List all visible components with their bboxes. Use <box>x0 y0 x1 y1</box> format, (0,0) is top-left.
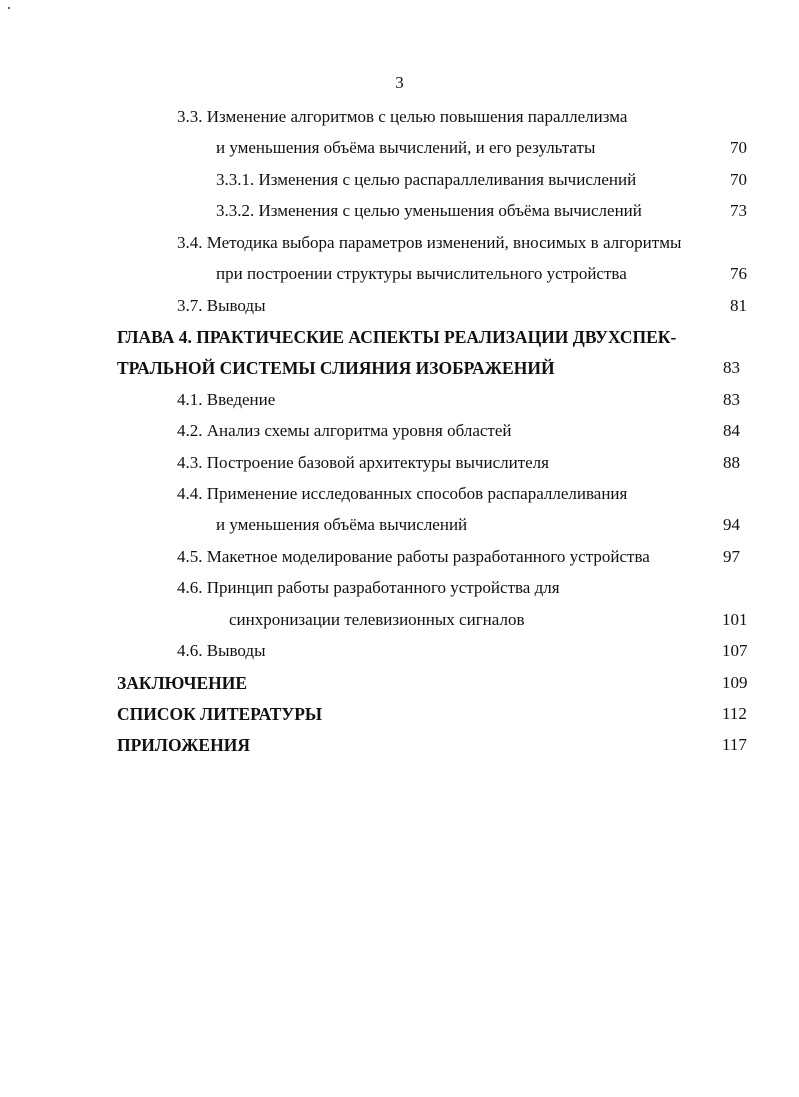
toc-page-number: 101 <box>722 610 748 629</box>
toc-page-number: 70 <box>730 170 747 189</box>
toc-page-number: 83 <box>723 390 740 409</box>
toc-references <box>0 700 799 728</box>
toc-page-number: 76 <box>730 264 747 283</box>
toc-entry-3-7 <box>0 292 799 320</box>
toc-entry-title: 4.2. Анализ схемы алгоритма уровня областей <box>177 421 512 440</box>
toc-page-number: 109 <box>722 673 748 692</box>
toc-entry-title: 3.4. Методика выбора параметров изменений, вносимых в алгоритмы <box>177 233 682 252</box>
toc-page-number: 73 <box>730 201 747 220</box>
toc-chapter-title: ЗАКЛЮЧЕНИЕ <box>117 673 248 693</box>
toc-entry-title: и уменьшения объёма вычислений, и его результаты <box>216 138 596 157</box>
toc-entry-3-3-line2 <box>0 134 799 162</box>
toc-page-number: 88 <box>723 453 740 472</box>
toc-page-number: 84 <box>723 421 740 440</box>
toc-chapter-title: ТРАЛЬНОЙ СИСТЕМЫ СЛИЯНИЯ ИЗОБРАЖЕНИЙ <box>117 358 555 378</box>
toc-page-number: 97 <box>723 547 740 566</box>
toc-entry-4-1 <box>0 386 799 414</box>
toc-entry-title: синхронизации телевизионных сигналов <box>229 610 525 629</box>
toc-entry-title: 4.6. Принцип работы разработанного устройства для <box>177 578 560 597</box>
toc-entry-title: 4.5. Макетное моделирование работы разработанного устройства <box>177 547 650 566</box>
toc-page-number: 112 <box>722 704 747 723</box>
toc-page-number: 94 <box>723 515 740 534</box>
toc-entry-3-4-line2 <box>0 260 799 288</box>
toc-conclusion <box>0 669 799 697</box>
toc-chapter-title: ГЛАВА 4. ПРАКТИЧЕСКИЕ АСПЕКТЫ РЕАЛИЗАЦИИ ДВУХСПЕК- <box>117 327 677 347</box>
toc-entry-3-3-line1 <box>0 103 799 131</box>
toc-entry-4-3 <box>0 449 799 477</box>
toc-page-number: 81 <box>730 296 747 315</box>
toc-entry-3-3-2 <box>0 197 799 225</box>
toc-entry-title: 3.3. Изменение алгоритмов с целью повышения параллелизма <box>177 107 628 126</box>
toc-page-number: 117 <box>722 735 747 754</box>
toc-entry-title: 3.3.2. Изменения с целью уменьшения объёма вычислений <box>216 201 642 220</box>
toc-entry-3-3-1 <box>0 166 799 194</box>
toc-entry-title: и уменьшения объёма вычислений <box>216 515 468 534</box>
toc-entry-4-2 <box>0 417 799 445</box>
toc-entry-title: 4.3. Построение базовой архитектуры вычислителя <box>177 453 549 472</box>
toc-entry-title: 4.4. Применение исследованных способов распараллеливания <box>177 484 628 503</box>
toc-chapter-4-line2 <box>0 354 799 382</box>
toc-chapter-title: ПРИЛОЖЕНИЯ <box>117 735 250 755</box>
toc-chapter-4-line1 <box>0 323 799 351</box>
toc-appendices <box>0 731 799 759</box>
toc-entry-title: 3.3.1. Изменения с целью распараллеливания вычислений <box>216 170 637 189</box>
toc-chapter-title: СПИСОК ЛИТЕРАТУРЫ <box>117 704 323 724</box>
toc-entry-4-6-line1 <box>0 574 799 602</box>
toc-entry-title: при построении структуры вычислительного устройства <box>216 264 627 283</box>
toc-entry-title: 4.1. Введение <box>177 390 276 409</box>
toc-entry-4-5 <box>0 543 799 571</box>
toc-entry-4-4-line1 <box>0 480 799 508</box>
toc-entry-4-6-line2 <box>0 606 799 634</box>
toc-entry-3-4-line1 <box>0 229 799 257</box>
page-number: 3 <box>395 73 404 92</box>
toc-entry-title: 4.6. Выводы <box>177 641 266 660</box>
toc-page-number: 107 <box>722 641 748 660</box>
toc-entry-title: 3.7. Выводы <box>177 296 266 315</box>
toc-entry-4-6-conclusions <box>0 637 799 665</box>
toc-entry-4-4-line2 <box>0 511 799 539</box>
toc-page-number: 83 <box>723 358 740 377</box>
toc-page-number: 70 <box>730 138 747 157</box>
